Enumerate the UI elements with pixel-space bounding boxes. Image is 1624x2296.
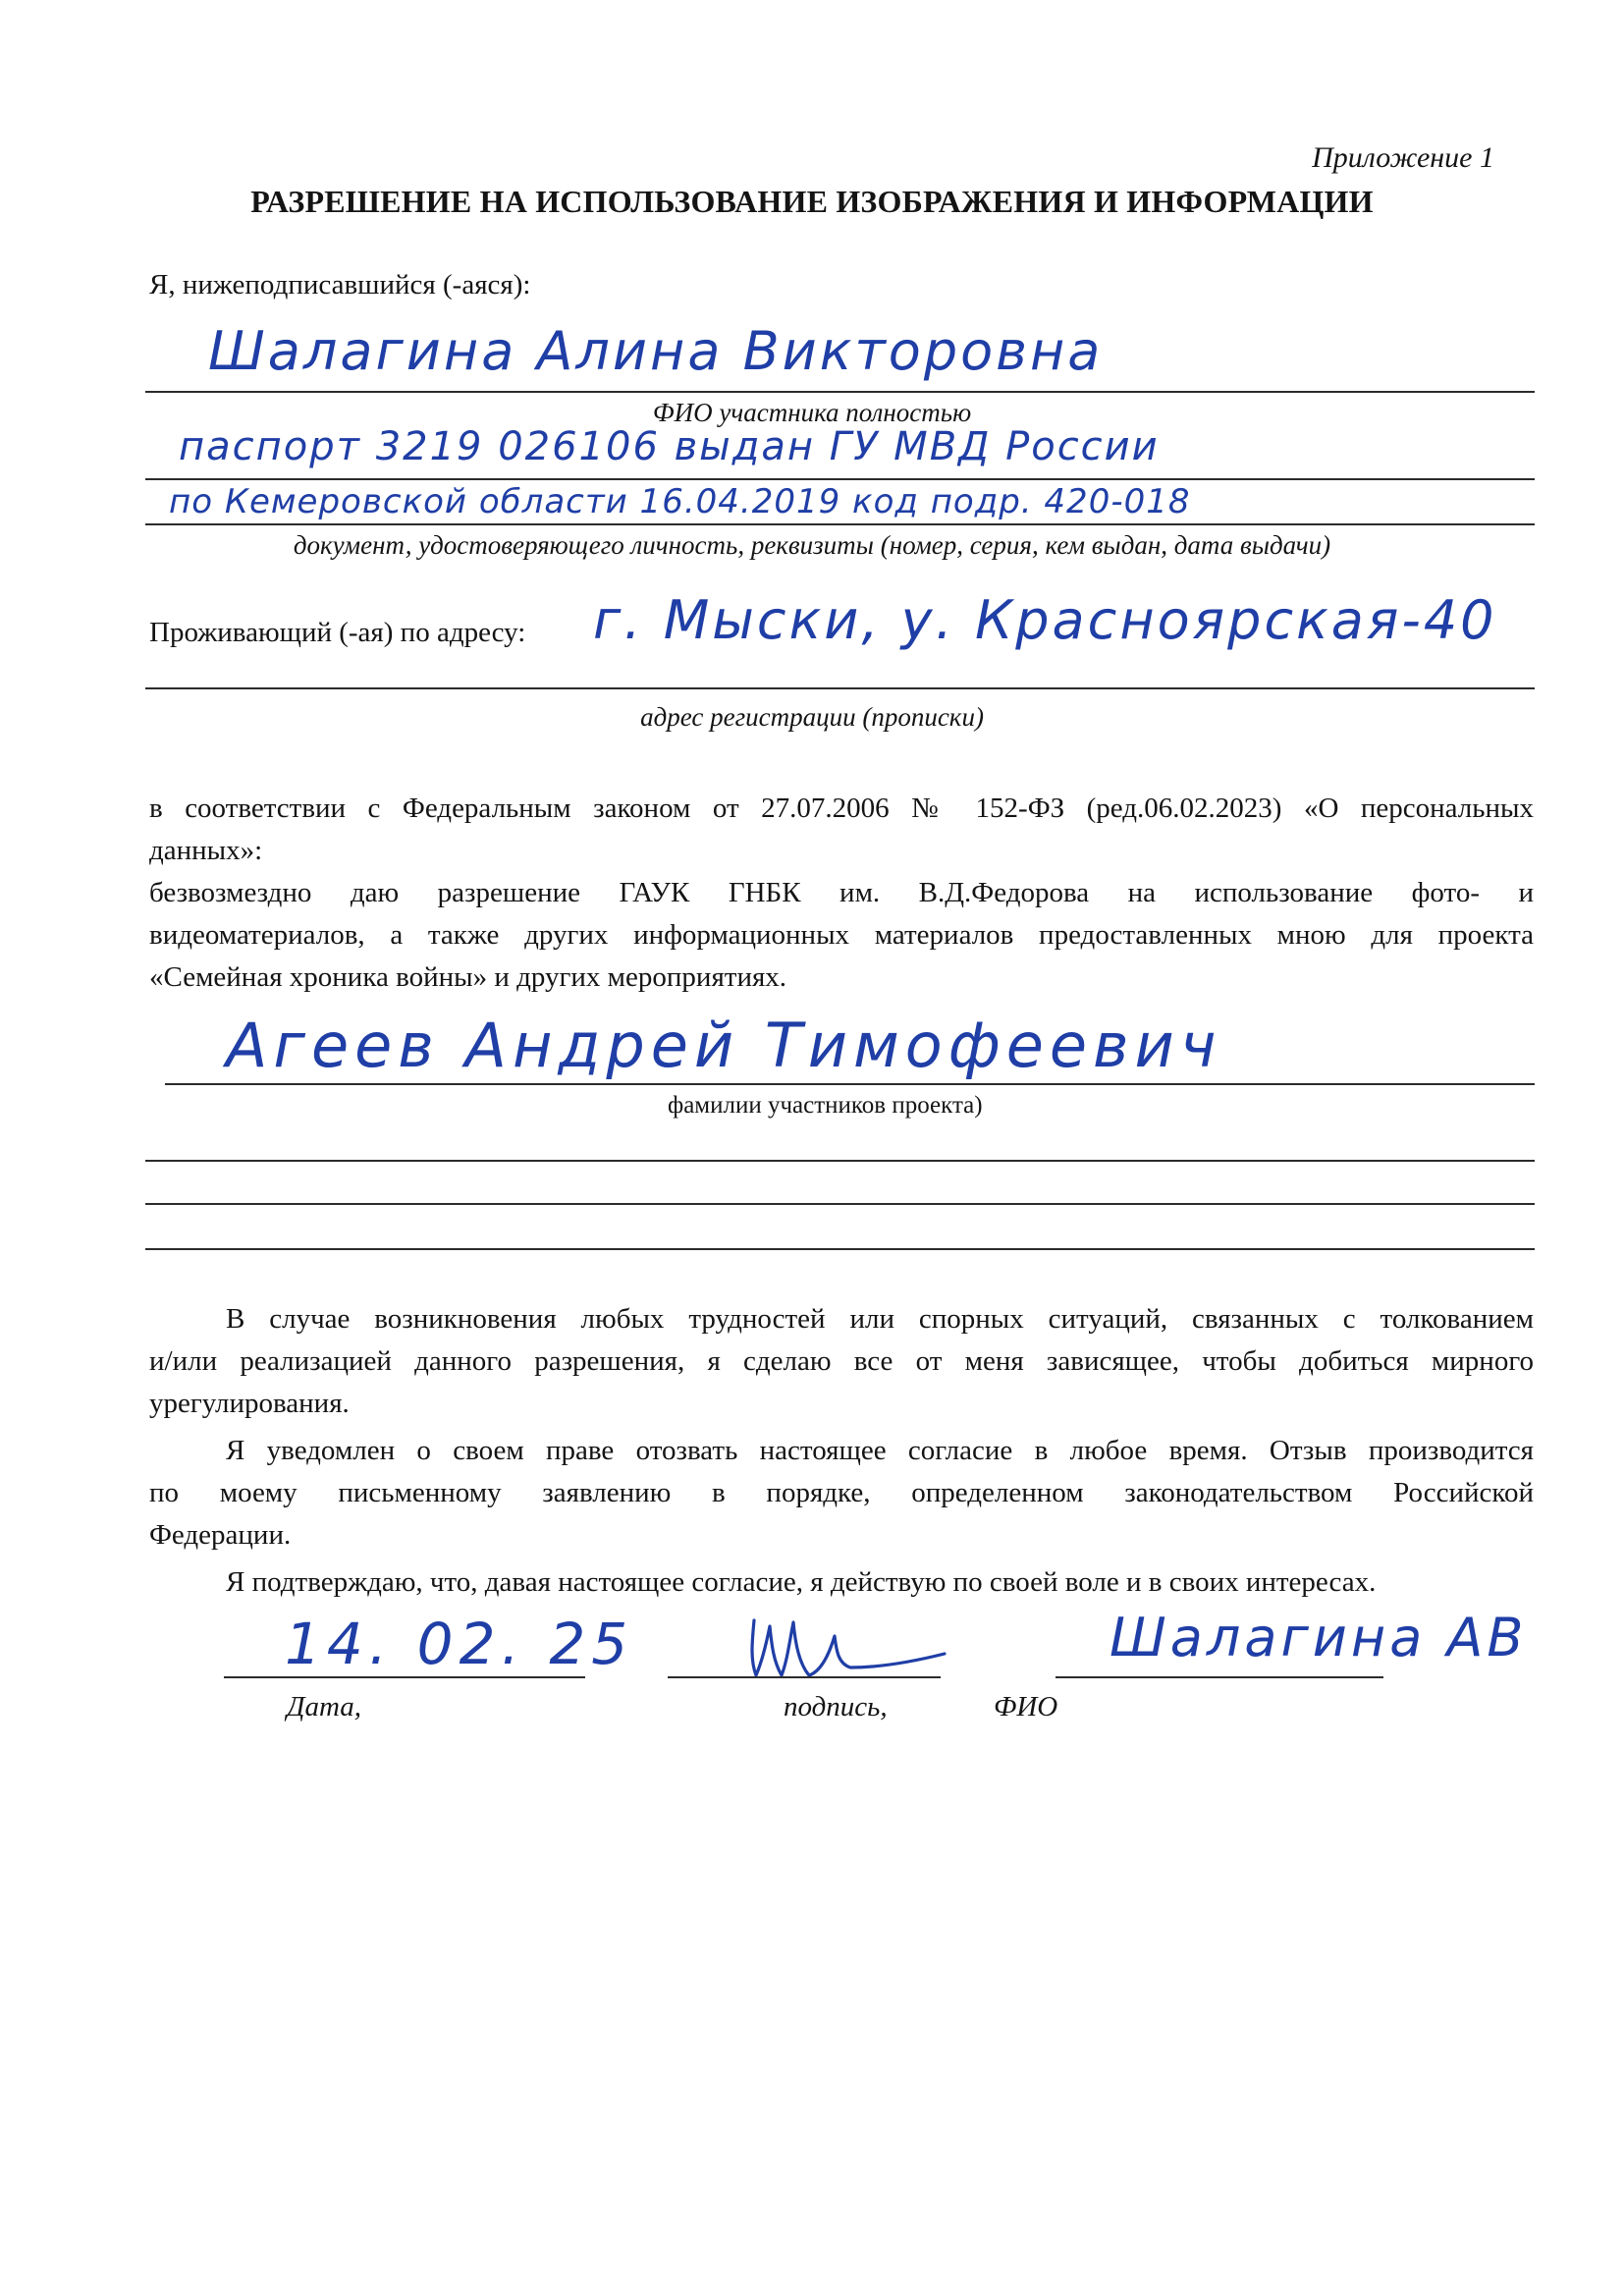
document-line-2 bbox=[145, 523, 1535, 525]
handwritten-full-name: Шалагина Алина Викторовна bbox=[208, 320, 1104, 382]
handwritten-address: г. Мыски, у. Красноярская-40 bbox=[593, 589, 1497, 651]
clause-2-line-2: по моему письменному заявлению в порядке, определенном законодательством Российской bbox=[149, 1477, 1534, 1508]
handwritten-participants: Агеев Андрей Тимофеевич bbox=[226, 1010, 1222, 1081]
date-line bbox=[224, 1676, 585, 1678]
document-line-1 bbox=[145, 478, 1535, 480]
fio-line bbox=[1056, 1676, 1383, 1678]
address-label: Проживающий (-ая) по адресу: bbox=[149, 617, 526, 648]
handwritten-fio: Шалагина АВ bbox=[1110, 1607, 1528, 1668]
clause-1-line-1: В случае возникновения любых трудностей или спорных ситуаций, связанных с толкованием bbox=[226, 1303, 1534, 1335]
clause-2-line-3: Федерации. bbox=[149, 1519, 292, 1551]
handwritten-document-line-2: по Кемеровской области 16.04.2019 код подр. 420-018 bbox=[169, 482, 1191, 521]
appendix-label: Приложение 1 bbox=[1312, 141, 1494, 174]
address-caption: адрес регистрации (прописки) bbox=[640, 702, 984, 732]
full-name-caption: ФИО участника полностью bbox=[652, 398, 972, 427]
participants-line bbox=[165, 1083, 1535, 1085]
clause-1-line-2: и/или реализацией данного разрешения, я сделаю все от меня зависящее, чтобы добиться мирного bbox=[149, 1345, 1534, 1377]
full-name-line bbox=[145, 391, 1535, 393]
handwritten-document-line-1: паспорт 3219 026106 выдан ГУ МВД России bbox=[179, 424, 1160, 469]
handwritten-date: 14. 02. 25 bbox=[285, 1611, 634, 1677]
fio-label: ФИО bbox=[994, 1691, 1058, 1722]
permission-line-1: безвозмездно даю разрешение ГАУК ГНБК им. В.Д.Федорова на использование фото- и bbox=[149, 877, 1534, 908]
document-title: РАЗРЕШЕНИЕ НА ИСПОЛЬЗОВАНИЕ ИЗОБРАЖЕНИЯ И ИНФОРМАЦИИ bbox=[250, 184, 1374, 219]
participants-caption: фамилии участников проекта) bbox=[668, 1092, 983, 1119]
participants-extra-line-1 bbox=[145, 1160, 1535, 1162]
permission-line-2: видеоматериалов, а также других информационных материалов предоставленных мною для проекта bbox=[149, 919, 1534, 951]
declarant-intro: Я, нижеподписавшийся (-аяся): bbox=[149, 269, 531, 301]
address-line bbox=[145, 687, 1535, 689]
participants-extra-line-3 bbox=[145, 1248, 1535, 1250]
document-caption: документ, удостоверяющего личность, реквизиты (номер, серия, кем выдан, дата выдачи) bbox=[293, 530, 1331, 560]
clause-3-line-1: Я подтверждаю, что, давая настоящее согласие, я действую по своей воле и в своих интересах. bbox=[226, 1566, 1377, 1598]
law-line-2: данных»: bbox=[149, 835, 263, 866]
signature-line bbox=[668, 1676, 941, 1678]
permission-line-3: «Семейная хроника войны» и других мероприятиях. bbox=[149, 961, 787, 993]
law-line-1: в соответствии с Федеральным законом от 27.07.2006 № 152-ФЗ (ред.06.02.2023) «О персональных bbox=[149, 793, 1534, 824]
date-label: Дата, bbox=[287, 1691, 361, 1722]
signature-label: подпись, bbox=[784, 1691, 888, 1722]
clause-2-line-1: Я уведомлен о своем праве отозвать настоящее согласие в любое время. Отзыв производится bbox=[226, 1435, 1534, 1466]
clause-1-line-3: урегулирования. bbox=[149, 1388, 350, 1419]
participants-extra-line-2 bbox=[145, 1203, 1535, 1205]
